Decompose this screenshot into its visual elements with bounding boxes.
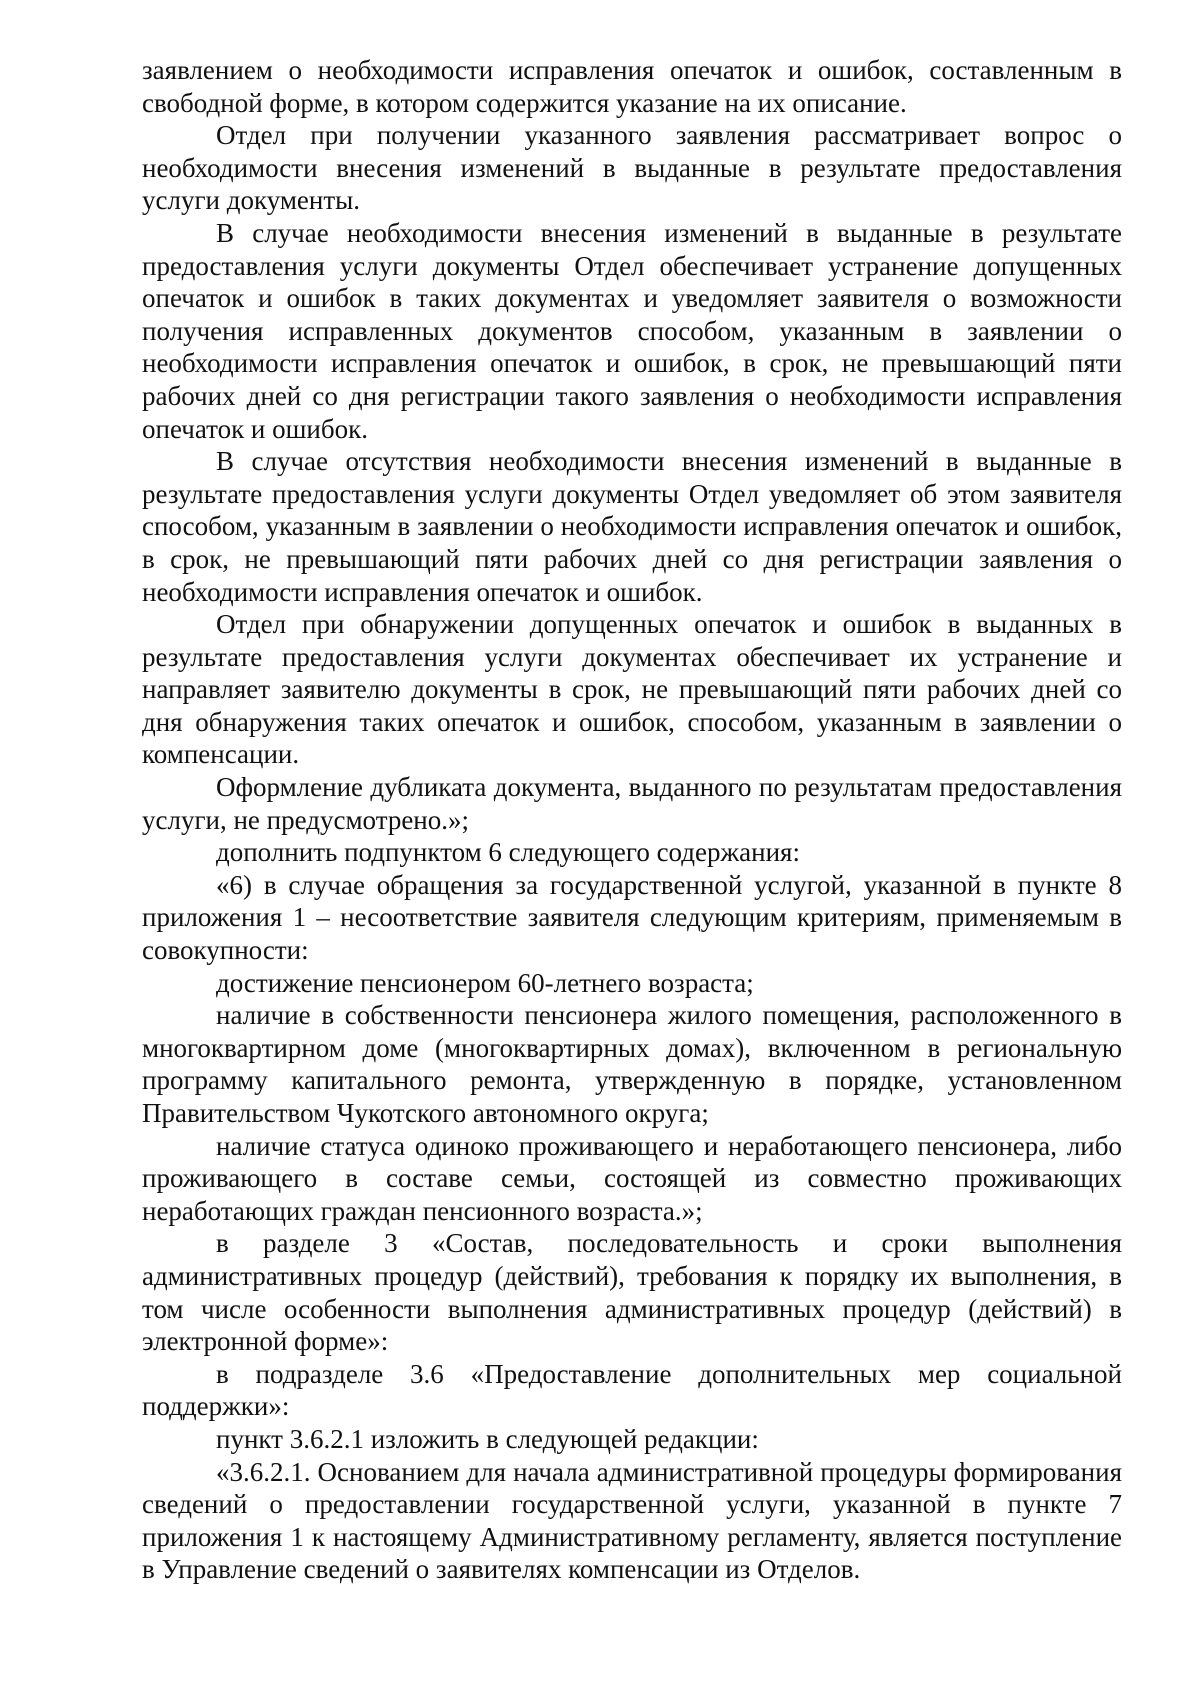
paragraph: В случае отсутствия необходимости внесения изменений в выданные в результате предоставления услуги документы Отдел уведомляет об этом заявителя способом, указанным в заявлении о необходимости исправления опечаток и ошибок, в срок, не превышающий пяти рабочих дней со дня регистрации заявления о необходимости исправления опечаток и ошибок. <box>142 446 1122 607</box>
paragraph: наличие в собственности пенсионера жилого помещения, расположенного в многоквартирном доме (многоквартирных домах), включенном в региональную программу капитального ремонта, утвержденную в порядке, установленном Правительством Чукотского автономного округа; <box>142 1000 1122 1128</box>
paragraph: Отдел при обнаружении допущенных опечаток и ошибок в выданных в результате предоставления услуги документах обеспечивает их устранение и направляет заявителю документы в срок, не превышающий пяти рабочих дней со дня обнаружения таких опечаток и ошибок, способом, указанным в заявлении о компенсации. <box>142 609 1122 770</box>
paragraph: в подразделе 3.6 «Предоставление дополнительных мер социальной поддержки»: <box>142 1358 1122 1422</box>
paragraph: В случае необходимости внесения изменений в выданные в результате предоставления услуги документы Отдел обеспечивает устранение допущенных опечаток и ошибок в таких документах и уведомляет заявителя о возможности получения исправленных документов способом, указанным в заявлении о необходимости исправления опечаток и ошибок, в срок, не превышающий пяти рабочих дней со дня регистрации такого заявления о необходимости исправления опечаток и ошибок. <box>142 217 1122 444</box>
paragraph: заявлением о необходимости исправления опечаток и ошибок, составленным в свободной форме, в котором содержится указание на их описание. <box>142 55 1122 118</box>
paragraph: пункт 3.6.2.1 изложить в следующей редакции: <box>216 1423 759 1454</box>
paragraph: Отдел при получении указанного заявления рассматривает вопрос о необходимости внесения изменений в выданные в результате предоставления услуги документы. <box>142 120 1122 216</box>
paragraph: «6) в случае обращения за государственной услугой, указанной в пункте 8 приложения 1 – несоответствие заявителя следующим критериям, применяемым в совокупности: <box>142 869 1122 966</box>
paragraph: Оформление дубликата документа, выданного по результатам предоставления услуги, не предусмотрено.»; <box>142 772 1122 835</box>
paragraph: «3.6.2.1. Основанием для начала административной процедуры формирования сведений о предоставлении государственной услуги, указанной в пункте 7 приложения 1 к настоящему Административному регламенту, является поступление в Управление сведений о заявителях компенсации из Отделов. <box>142 1456 1122 1585</box>
paragraph: достижение пенсионером 60-летнего возраста; <box>216 967 754 998</box>
paragraph: в разделе 3 «Состав, последовательность и сроки выполнения административных процедур (действий), требования к порядку их выполнения, в том числе особенности выполнения административных процедур (действий) в электронной форме»: <box>142 1228 1122 1357</box>
document-page <box>142 54 1122 1586</box>
paragraph: наличие статуса одиноко проживающего и неработающего пенсионера, либо проживающего в составе семьи, состоящей из совместно проживающих неработающих граждан пенсионного возраста.»; <box>142 1130 1122 1226</box>
paragraph: дополнить подпунктом 6 следующего содержания: <box>216 837 800 868</box>
